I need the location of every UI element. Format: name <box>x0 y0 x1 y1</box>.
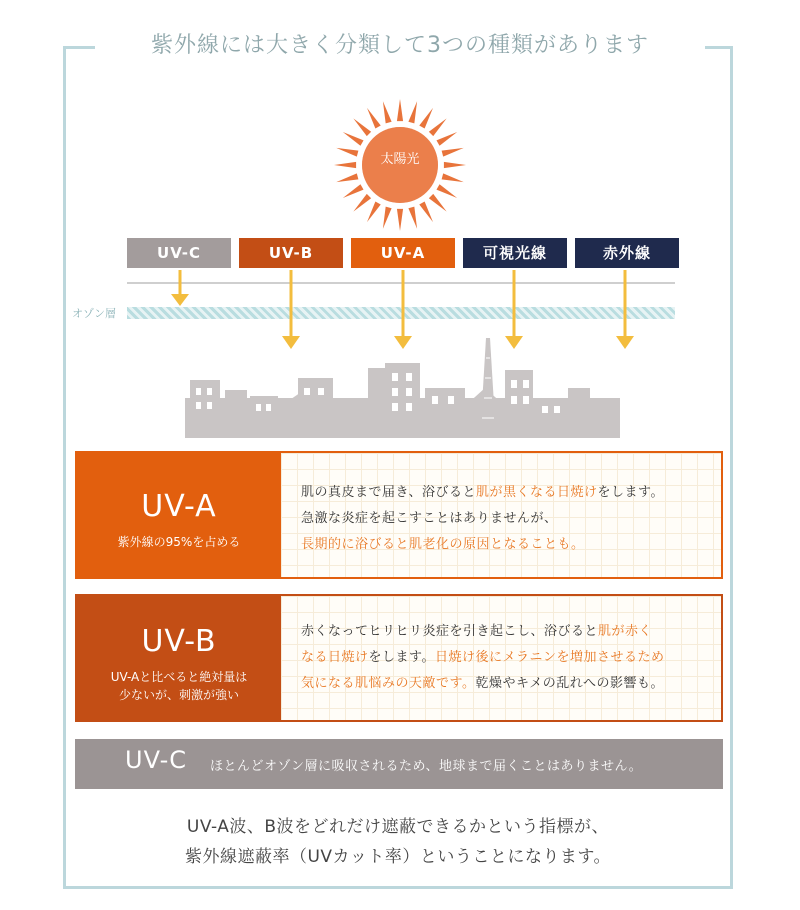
uv-a-card <box>75 451 723 579</box>
description-text: 乾燥やキメの乱れへの影響も。 <box>475 676 664 691</box>
spectrum-divider <box>127 282 675 284</box>
sun-ray <box>367 201 381 222</box>
highlighted-text: 長期的に浴びると肌老化の原因となることも。 <box>301 537 585 552</box>
description-text: 肌の真皮まで届き、浴びると <box>301 485 476 500</box>
bottom-summary <box>63 812 733 872</box>
description-line <box>301 506 707 532</box>
description-line <box>301 619 707 645</box>
sun-ray <box>353 118 371 136</box>
highlighted-text: 日焼け後にメラニンを増加させるため <box>434 650 665 665</box>
highlighted-text: 肌が黒くなる日焼け <box>475 485 598 500</box>
sun-ray <box>419 201 433 222</box>
uv-b-card-header <box>77 596 281 720</box>
wave-infrared: 赤外線 <box>575 238 679 268</box>
sun-ray <box>436 184 457 198</box>
description-text: 急激な炎症を起こすことはありませんが、 <box>301 511 558 526</box>
uv-b-title: UV-B <box>141 624 217 659</box>
sun-ray <box>343 184 364 198</box>
bottom-summary-line1: UV-A波、B波をどれだけ遮蔽できるかという指標が、 <box>186 817 610 837</box>
sun-ray <box>383 207 392 229</box>
description-text: をします。 <box>368 650 435 665</box>
uv-c-card <box>75 739 723 789</box>
wave-visible-light: 可視光線 <box>463 238 567 268</box>
description-text: 赤くなってヒリヒリ炎症を引き起こし、浴びると <box>301 624 599 639</box>
description-line <box>301 671 707 697</box>
city-skyline-icon <box>180 338 620 438</box>
uv-a-subtitle: 紫外線の95%を占める <box>117 535 241 549</box>
wave-uv-b: UV-B <box>239 238 343 268</box>
sun-ray <box>408 101 417 123</box>
uv-a-description <box>301 480 707 558</box>
uv-b-card <box>75 594 723 722</box>
ozone-layer <box>127 307 675 319</box>
description-text: をします。 <box>597 485 664 500</box>
uv-a-card-header <box>77 453 281 577</box>
sun-ray <box>419 108 433 129</box>
sun-ray <box>343 132 364 146</box>
description-line <box>301 645 707 671</box>
description-line <box>301 532 707 558</box>
wave-uv-c: UV-C <box>127 238 231 268</box>
highlighted-text: 肌が赤く <box>598 624 653 639</box>
uv-b-description <box>301 619 707 697</box>
highlighted-text: 気になる肌悩みの天敵です。 <box>301 676 476 691</box>
uv-b-subtitle-line2: 少ないが、刺激が強い <box>118 688 239 702</box>
description-line <box>301 480 707 506</box>
uv-b-description-panel <box>281 596 721 720</box>
sun-ray <box>429 118 447 136</box>
wave-uv-a: UV-A <box>351 238 455 268</box>
highlighted-text: なる日焼け <box>301 650 369 665</box>
sun-ray <box>436 132 457 146</box>
bottom-summary-line2: 紫外線遮蔽率（UVカット率）ということになります。 <box>184 847 612 867</box>
sun-ray <box>383 101 392 123</box>
sun-ray <box>353 194 371 212</box>
sun-ray <box>397 209 403 231</box>
sun-ray <box>397 99 403 121</box>
uv-a-title: UV-A <box>141 489 217 524</box>
uv-c-description: ほとんどオゾン層に吸収されるため、地球まで届くことはありません。 <box>210 759 643 774</box>
ozone-label: オゾン層 <box>72 307 116 320</box>
sun-label: 太陽光 <box>380 152 420 167</box>
sun-ray <box>429 194 447 212</box>
sun-ray <box>442 173 464 182</box>
uv-b-subtitle-line1: UV-Aと比べると絶対量は <box>110 670 248 684</box>
sun-ray <box>367 108 381 129</box>
uv-a-description-panel <box>281 453 721 577</box>
page-title: 紫外線には大きく分類して3つの種類があります <box>95 30 705 62</box>
sun-ray <box>408 207 417 229</box>
sun-ray <box>336 173 358 182</box>
uv-c-title: UV-C <box>125 746 187 774</box>
